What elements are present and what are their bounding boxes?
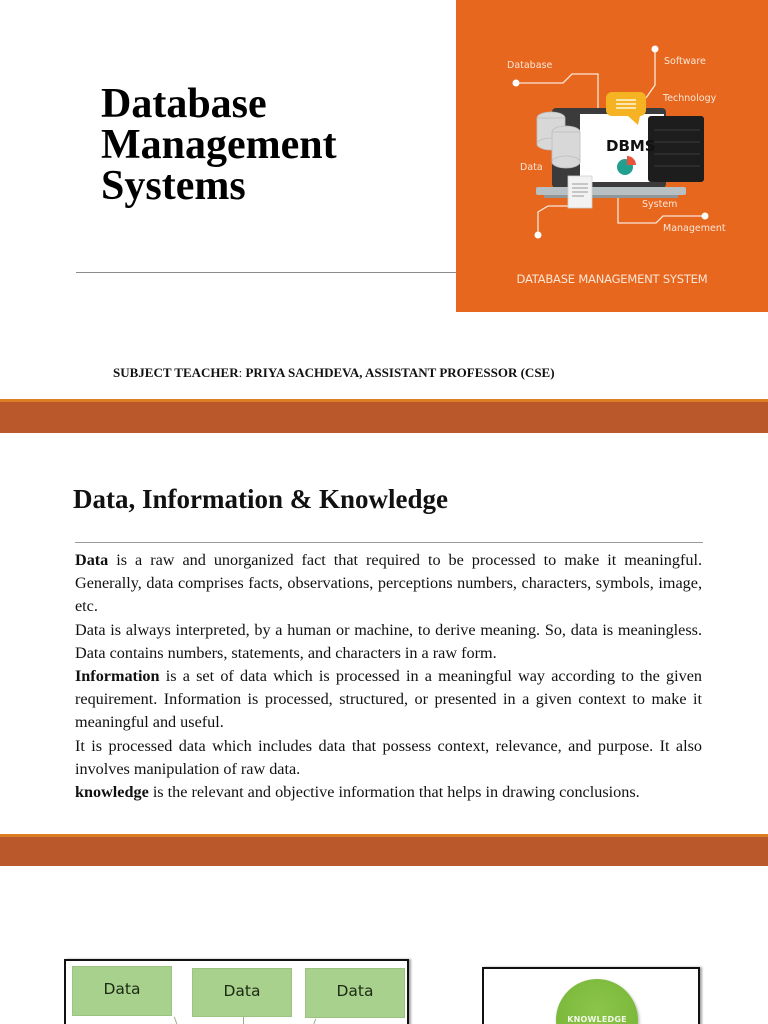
slide-separator-band (0, 399, 768, 433)
slide-heading: Data, Information & Knowledge (73, 484, 448, 514)
paragraph-processed-data (75, 735, 702, 781)
diagram-connector (174, 1017, 183, 1024)
data-diagram-frame (64, 959, 409, 1024)
paragraph-text: is the relevant and objective information that helps in drawing conclusions. (148, 783, 640, 802)
knowledge-circle (556, 979, 638, 1024)
label-software: Software (664, 56, 706, 67)
title-line-3: Systems (101, 163, 246, 209)
subject-teacher-line (113, 365, 555, 381)
label-technology: Technology (663, 93, 717, 104)
dbms-diagram-graphic (456, 0, 768, 312)
term-data: Data (75, 551, 109, 569)
presentation-title (101, 81, 337, 209)
dbms-illustration (456, 0, 768, 312)
label-data: Data (520, 162, 543, 173)
title-line-2: Management (101, 122, 337, 168)
hero-caption: DATABASE MANAGEMENT SYSTEM (516, 272, 708, 286)
label-system: System (642, 199, 678, 210)
data-node: Data (72, 966, 172, 1016)
label-management: Management (663, 223, 726, 234)
paragraph-knowledge-definition (75, 781, 702, 804)
subject-teacher-name: PRIYA SACHDEVA, ASSISTANT PROFESSOR (CSE) (242, 365, 555, 380)
paragraph-text: is a set of data which is processed in a meaningful way according to the given requirement. Information is processed, structured, or presented in a given context to make it meaningful and useful. (75, 667, 702, 732)
heading-divider (75, 542, 703, 543)
data-node: Data (305, 968, 405, 1018)
title-line-1: Database (101, 81, 267, 127)
paragraph-text: It is processed data which includes data that possess context, relevance, and purpose. It also involves manipulation of raw data. (75, 736, 702, 778)
label-database: Database (507, 60, 553, 71)
title-slide (0, 0, 768, 399)
paragraph-text: Data is always interpreted, by a human or machine, to derive meaning. So, data is meaningless. Data contains numbers, statements, and characters in a raw form. (75, 620, 702, 662)
subject-teacher-colon: : (238, 365, 243, 380)
paragraph-information-definition (75, 665, 702, 735)
diagram-connector (243, 1017, 244, 1024)
paragraph-data-definition (75, 549, 702, 619)
term-information: Information (75, 667, 160, 686)
knowledge-label: KNOWLEDGE (567, 1015, 627, 1024)
term-knowledge: knowledge (75, 783, 149, 802)
title-divider (76, 272, 456, 273)
slide-body (75, 549, 702, 804)
screen-label-dbms: DBMS (606, 137, 656, 155)
data-node: Data (192, 968, 292, 1017)
subject-teacher-label: SUBJECT TEACHER (113, 365, 239, 380)
slide-separator-band (0, 834, 768, 866)
knowledge-diagram-frame (482, 967, 700, 1024)
paragraph-data-interpretation (75, 619, 702, 665)
diagram-connector (307, 1019, 316, 1024)
paragraph-text: is a raw and unorganized fact that required to be processed to make it meaningful. Generally, data comprises facts, observations, perceptions numbers, characters, symbols, image, etc. (75, 551, 702, 616)
